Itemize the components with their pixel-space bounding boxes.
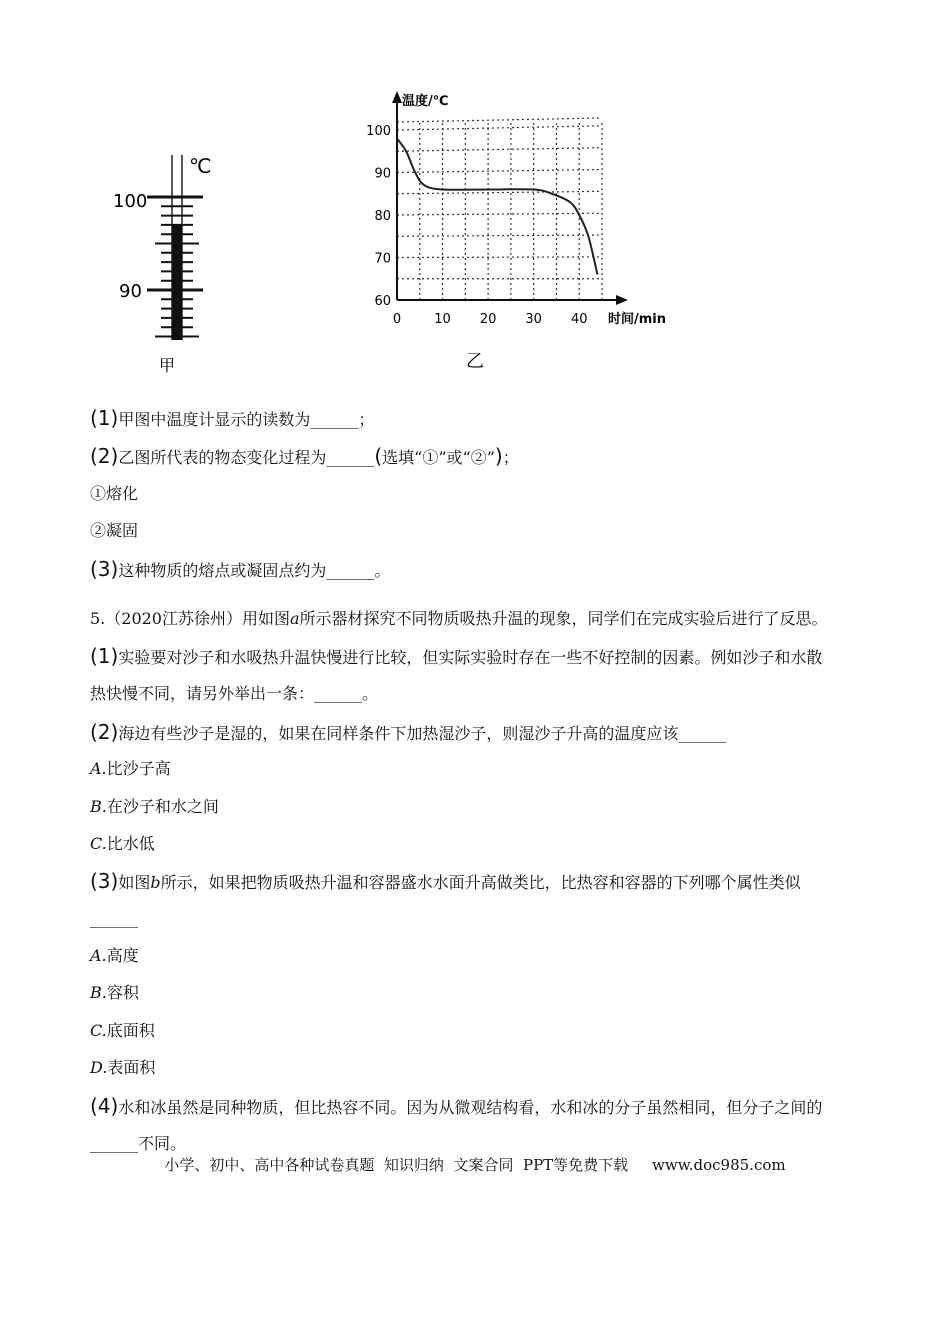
line-text-segment: 选填“①”或“②” (382, 448, 495, 467)
cooling-curve (397, 139, 597, 275)
line-text-segment: ( (374, 444, 383, 468)
line-text-segment: (4) (90, 1094, 119, 1118)
question-line (90, 871, 801, 893)
question-line (90, 1134, 186, 1154)
question-line (90, 408, 374, 430)
line-text-segment: ______不同。 (90, 1134, 187, 1153)
question-line (90, 983, 139, 1003)
graph-y-axis-label: 温度/℃ (402, 94, 449, 109)
x-tick-label: 10 (434, 312, 451, 327)
line-text-segment: ______ (90, 909, 138, 928)
line-text-segment: 甲图中温度计显示的读数为______； (118, 410, 375, 429)
thermometer-figure (105, 145, 215, 380)
line-text-segment: (1) (90, 644, 119, 668)
line-text-segment: 在沙子和水之间 (106, 797, 219, 816)
x-tick-label: 20 (479, 312, 497, 327)
grid-line-horizontal (397, 191, 602, 193)
question-line (90, 446, 519, 468)
line-text-segment: 实验要对沙子和水吸热升温快慢进行比较，但实际实验时存在一些不好控制的因素。例如沙子和水散 (118, 648, 823, 667)
line-text-segment: 所示器材探究不同物质吸热升温的现象，同学们在完成实验后进行了反思。 (299, 609, 828, 628)
line-text-segment: 水和冰虽然是同种物质，但比热容不同。因为从微观结构看，水和冰的分子虽然相同，但分子之间的 (118, 1098, 823, 1117)
line-text-segment: A. (90, 759, 107, 778)
question-line (90, 834, 155, 854)
grid-line-horizontal (397, 126, 602, 130)
line-text-segment: (2) (90, 444, 119, 468)
question-line (90, 909, 138, 929)
question-line (90, 684, 378, 704)
line-text-segment: 所示，如果把物质吸热升温和容器盛水水面升高做类比，比热容和容器的下列哪个属性类似 (160, 873, 801, 892)
line-text-segment: (2) (90, 720, 119, 744)
line-text-segment: ①熔化 (90, 484, 139, 503)
thermometer-body (147, 155, 203, 340)
line-text-segment: B. (90, 983, 107, 1002)
question-line (90, 646, 822, 668)
line-text-segment: 如图 (118, 873, 151, 892)
y-tick-label: 100 (366, 124, 391, 139)
line-text-segment: 容积 (106, 983, 139, 1002)
line-text-segment: (1) (90, 406, 119, 430)
graph-grid (397, 118, 602, 300)
question-line (90, 1021, 155, 1041)
grid-line-horizontal (397, 257, 602, 258)
question-line (90, 797, 219, 817)
grid-line-horizontal (397, 148, 602, 152)
line-text-segment: a (290, 609, 300, 628)
graph-x-axis-label: 时间/min (608, 312, 667, 327)
question-line (90, 1058, 155, 1078)
y-tick-label: 70 (374, 251, 391, 267)
line-text-segment: 乙图所代表的物态变化过程为______ (118, 448, 375, 467)
grid-line-horizontal (397, 170, 602, 173)
page-footer: 小学、初中、高中各种试卷真题 知识归纳 文案合同 PPT等免费下载 www.doc985.com (164, 1156, 786, 1174)
question-line (90, 484, 138, 504)
temperature-time-graph (360, 85, 690, 375)
line-text-segment: 底面积 (106, 1021, 155, 1040)
question-line (90, 609, 828, 629)
line-text-segment: 5.（2020江苏徐州）用如图 (90, 609, 290, 628)
grid-line-horizontal (397, 213, 602, 215)
line-text-segment: B. (90, 797, 107, 816)
line-text-segment: (3) (90, 869, 119, 893)
line-text-segment: A. (90, 946, 107, 965)
x-tick-label: 0 (392, 312, 402, 327)
grid-line-top (397, 118, 602, 122)
graph-axes (392, 91, 628, 305)
line-text-segment: ②凝固 (90, 521, 139, 540)
thermometer-unit: ℃ (189, 154, 212, 178)
line-text-segment: 海边有些沙子是湿的，如果在同样条件下加热湿沙子，则湿沙子升高的温度应该______ (118, 724, 727, 743)
line-text-segment: 高度 (106, 946, 139, 965)
graph-caption: 乙 (466, 351, 484, 372)
line-text-segment: C. (90, 834, 107, 853)
liquid-column (172, 225, 182, 340)
line-text-segment: 表面积 (107, 1058, 156, 1077)
line-text-segment: C. (90, 1021, 107, 1040)
question-line (90, 1096, 822, 1118)
thermometer-label-100: 100 (113, 191, 148, 212)
thermometer-caption: 甲 (158, 356, 176, 375)
graph-ticks (366, 124, 587, 327)
line-text-segment: 热快慢不同，请另外举出一条：______。 (90, 684, 379, 703)
x-tick-label: 30 (525, 312, 542, 327)
question-line (90, 722, 726, 744)
y-tick-label: 80 (374, 209, 391, 224)
y-axis-arrow (392, 91, 402, 103)
x-axis-arrow (616, 295, 628, 305)
line-text-segment: 比水低 (106, 834, 155, 853)
x-tick-label: 40 (570, 312, 588, 327)
line-text-segment: 这种物质的熔点或凝固点约为______。 (118, 561, 391, 580)
line-text-segment: D. (90, 1058, 108, 1077)
question-line (90, 759, 171, 779)
line-text-segment: ) (494, 444, 503, 468)
y-tick-label: 90 (374, 166, 391, 182)
question-line (90, 559, 390, 581)
line-text-segment: 比沙子高 (106, 759, 171, 778)
line-text-segment: (3) (90, 557, 119, 581)
grid-line-horizontal (397, 235, 602, 236)
question-line (90, 521, 138, 541)
y-tick-label: 60 (374, 294, 391, 309)
line-text-segment: ； (502, 448, 519, 467)
question-line (90, 946, 139, 966)
thermometer-label-90: 90 (119, 281, 142, 302)
line-text-segment: b (150, 873, 161, 892)
